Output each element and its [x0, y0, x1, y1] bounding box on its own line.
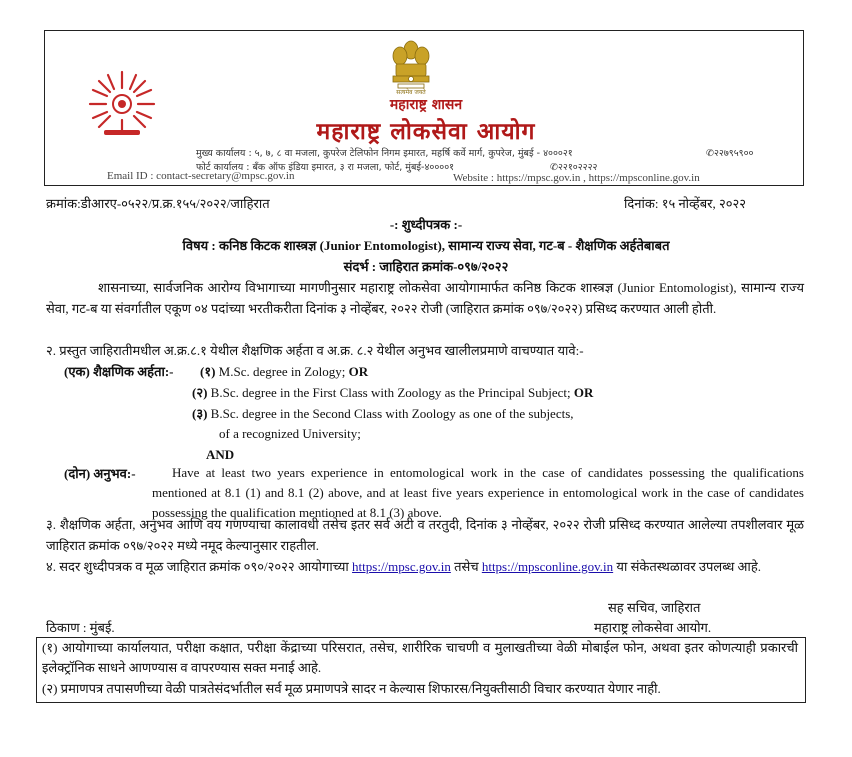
paragraph-1: शासनाच्या, सार्वजनिक आरोग्य विभागाच्या मागणीनुसार महाराष्ट्र लोकसेवा आयोगामार्फत कनिष्ठ किटक शास्त्रज्ञ (Junior Entomologist), सामान्य राज्य सेवा, गट-ब या संवर्गातील एकूण ०४ पदांच्या भरतीकरीता दिनांक ३ नोव्हेंबर, २०२२ रोजी (जाहिरात क्रमांक ०९७/२०२२) प्रसिध्द करण्यात आली होती. [46, 280, 804, 316]
edu1-text: M.Sc. degree in Zology; [218, 364, 346, 379]
paragraph-4-middle: तसेच [454, 559, 479, 574]
mpsc-website-link[interactable]: https://mpsc.gov.in [352, 559, 451, 574]
commission-title: महाराष्ट्र लोकसेवा आयोग [316, 118, 536, 145]
ashoka-emblem-icon [386, 38, 436, 96]
government-title: महाराष्ट्र शासन [389, 97, 463, 113]
paragraph-4 [46, 556, 804, 577]
mpsconline-website-link[interactable]: https://mpsconline.gov.in [481, 559, 614, 574]
fort-office-phone: ✆२२१०२२२२ [550, 162, 598, 173]
main-office-address: मुख्य कार्यालय : ५, ७, ८ वा मजला, कुपरेज टेलिफोन निगम इमारत, महर्षि कर्वे मार्ग, कुपरेज, मुंबई - ४०००२१ [196, 148, 573, 159]
signatory-designation: सह सचिव, जाहिरात [608, 600, 701, 615]
edu2-or: OR [573, 385, 594, 400]
svg-text:सत्यमेव जयते: सत्यमेव जयते [396, 89, 426, 96]
website-line: Website : https://mpsc.gov.in , https://mpsconline.gov.in [453, 172, 700, 184]
document-title: -: शुध्दीपत्रक :- [389, 217, 463, 232]
reference-date: दिनांक: १५ नोव्हेंबर, २०२२ [624, 196, 746, 211]
reference-number: क्रमांक:डीआरए-०५२२/प्र.क्र.१५५/२०२२/जाहिरात [46, 196, 270, 211]
edu1-number: (१) [200, 364, 216, 379]
experience-text: Have at least two years experience in entomological work in the case of candidates possessing the qualifications mentioned at 8.1 (1) and 8.1 (2) above, and at least five years experience in entomological work in the case of candidates possessing the qualification mentioned at 8.1 (3) above. [152, 465, 804, 520]
paragraph-2: २. प्रस्तुत जाहिरातीमधील अ.क्र.८.१ येथील शैक्षणिक अर्हता व अ.क्र. ८.२ येथील अनुभव खालीलप्रमाणे वाचण्यात यावे:- [46, 343, 584, 358]
edu2-number: (२) [192, 385, 208, 400]
edu3-number: (३) [192, 406, 208, 421]
note-2: (२) प्रमाणपत्र तपासणीच्या वेळी पात्रतेसंदर्भातील सर्व मूळ प्रमाणपत्रे सादर न केल्यास शिफारस/नियुक्तीसाठी विचार करण्यात येणार नाही. [42, 681, 661, 696]
edu3-text-continued: of a recognized University; [219, 426, 361, 441]
paragraph-4-start: ४. सदर शुध्दीपत्रक व मूळ जाहिरात क्रमांक ०९०/२०२२ आयोगाच्या [46, 559, 349, 574]
paragraph-3: ३. शैक्षणिक अर्हता, अनुभव आणि वय गणण्याचा कालावधी तसेच इतर सर्व अटी व तरतुदी, दिनांक ३ नोव्हेंबर, २०२२ रोजी प्रसिध्द करण्यात आलेल्या तपशीलवार मूळ जाहिरात क्रमांक ०९७/२०२२ मध्ये नमूद केल्यानुसार राहतील. [46, 517, 804, 553]
signatory-organization: महाराष्ट्र लोकसेवा आयोग. [594, 620, 712, 635]
experience-label: (दोन) अनुभव:- [64, 466, 136, 481]
reference-line: संदर्भ : जाहिरात क्रमांक-०९७/२०२२ [343, 259, 509, 274]
paragraph-4-end: या संकेतस्थळावर उपलब्ध आहे. [616, 559, 761, 574]
note-1: (१) आयोगाच्या कार्यालयात, परीक्षा कक्षात, परीक्षा केंद्राच्या परिसरात, तसेच, शारीरिक चाचणी व मुलाखतीच्या वेळी मोबाईल फोन, अथवा इतर कोणत्याही प्रकारची इलेक्ट्रॉनिक साधने आणण्यास व वापरण्यास सक्त मनाई आहे. [42, 640, 798, 675]
place-line: ठिकाण : मुंबई. [46, 620, 115, 635]
education-label: (एक) शैक्षणिक अर्हता:- [64, 364, 174, 379]
fort-office-address: फोर्ट कार्यालय : बँक ऑफ इंडिया इमारत, ३ रा मजला, फोर्ट, मुंबई-४००००१ [196, 162, 455, 173]
edu2-text: B.Sc. degree in the First Class with Zoology as the Principal Subject; [210, 385, 571, 400]
subject-line: विषय : कनिष्ठ किटक शास्त्रज्ञ (Junior Entomologist), सामान्य राज्य सेवा, गट-ब - शैक्षणिक अर्हतेबाबत [182, 238, 670, 253]
and-connector: AND [206, 447, 235, 462]
email-line: Email ID : contact-secretary@mpsc.gov.in [107, 170, 295, 182]
main-office-phone: ✆२२७९५९०० [706, 148, 754, 159]
edu3-text: B.Sc. degree in the Second Class with Zoology as one of the subjects, [210, 406, 574, 421]
edu1-or: OR [348, 364, 369, 379]
